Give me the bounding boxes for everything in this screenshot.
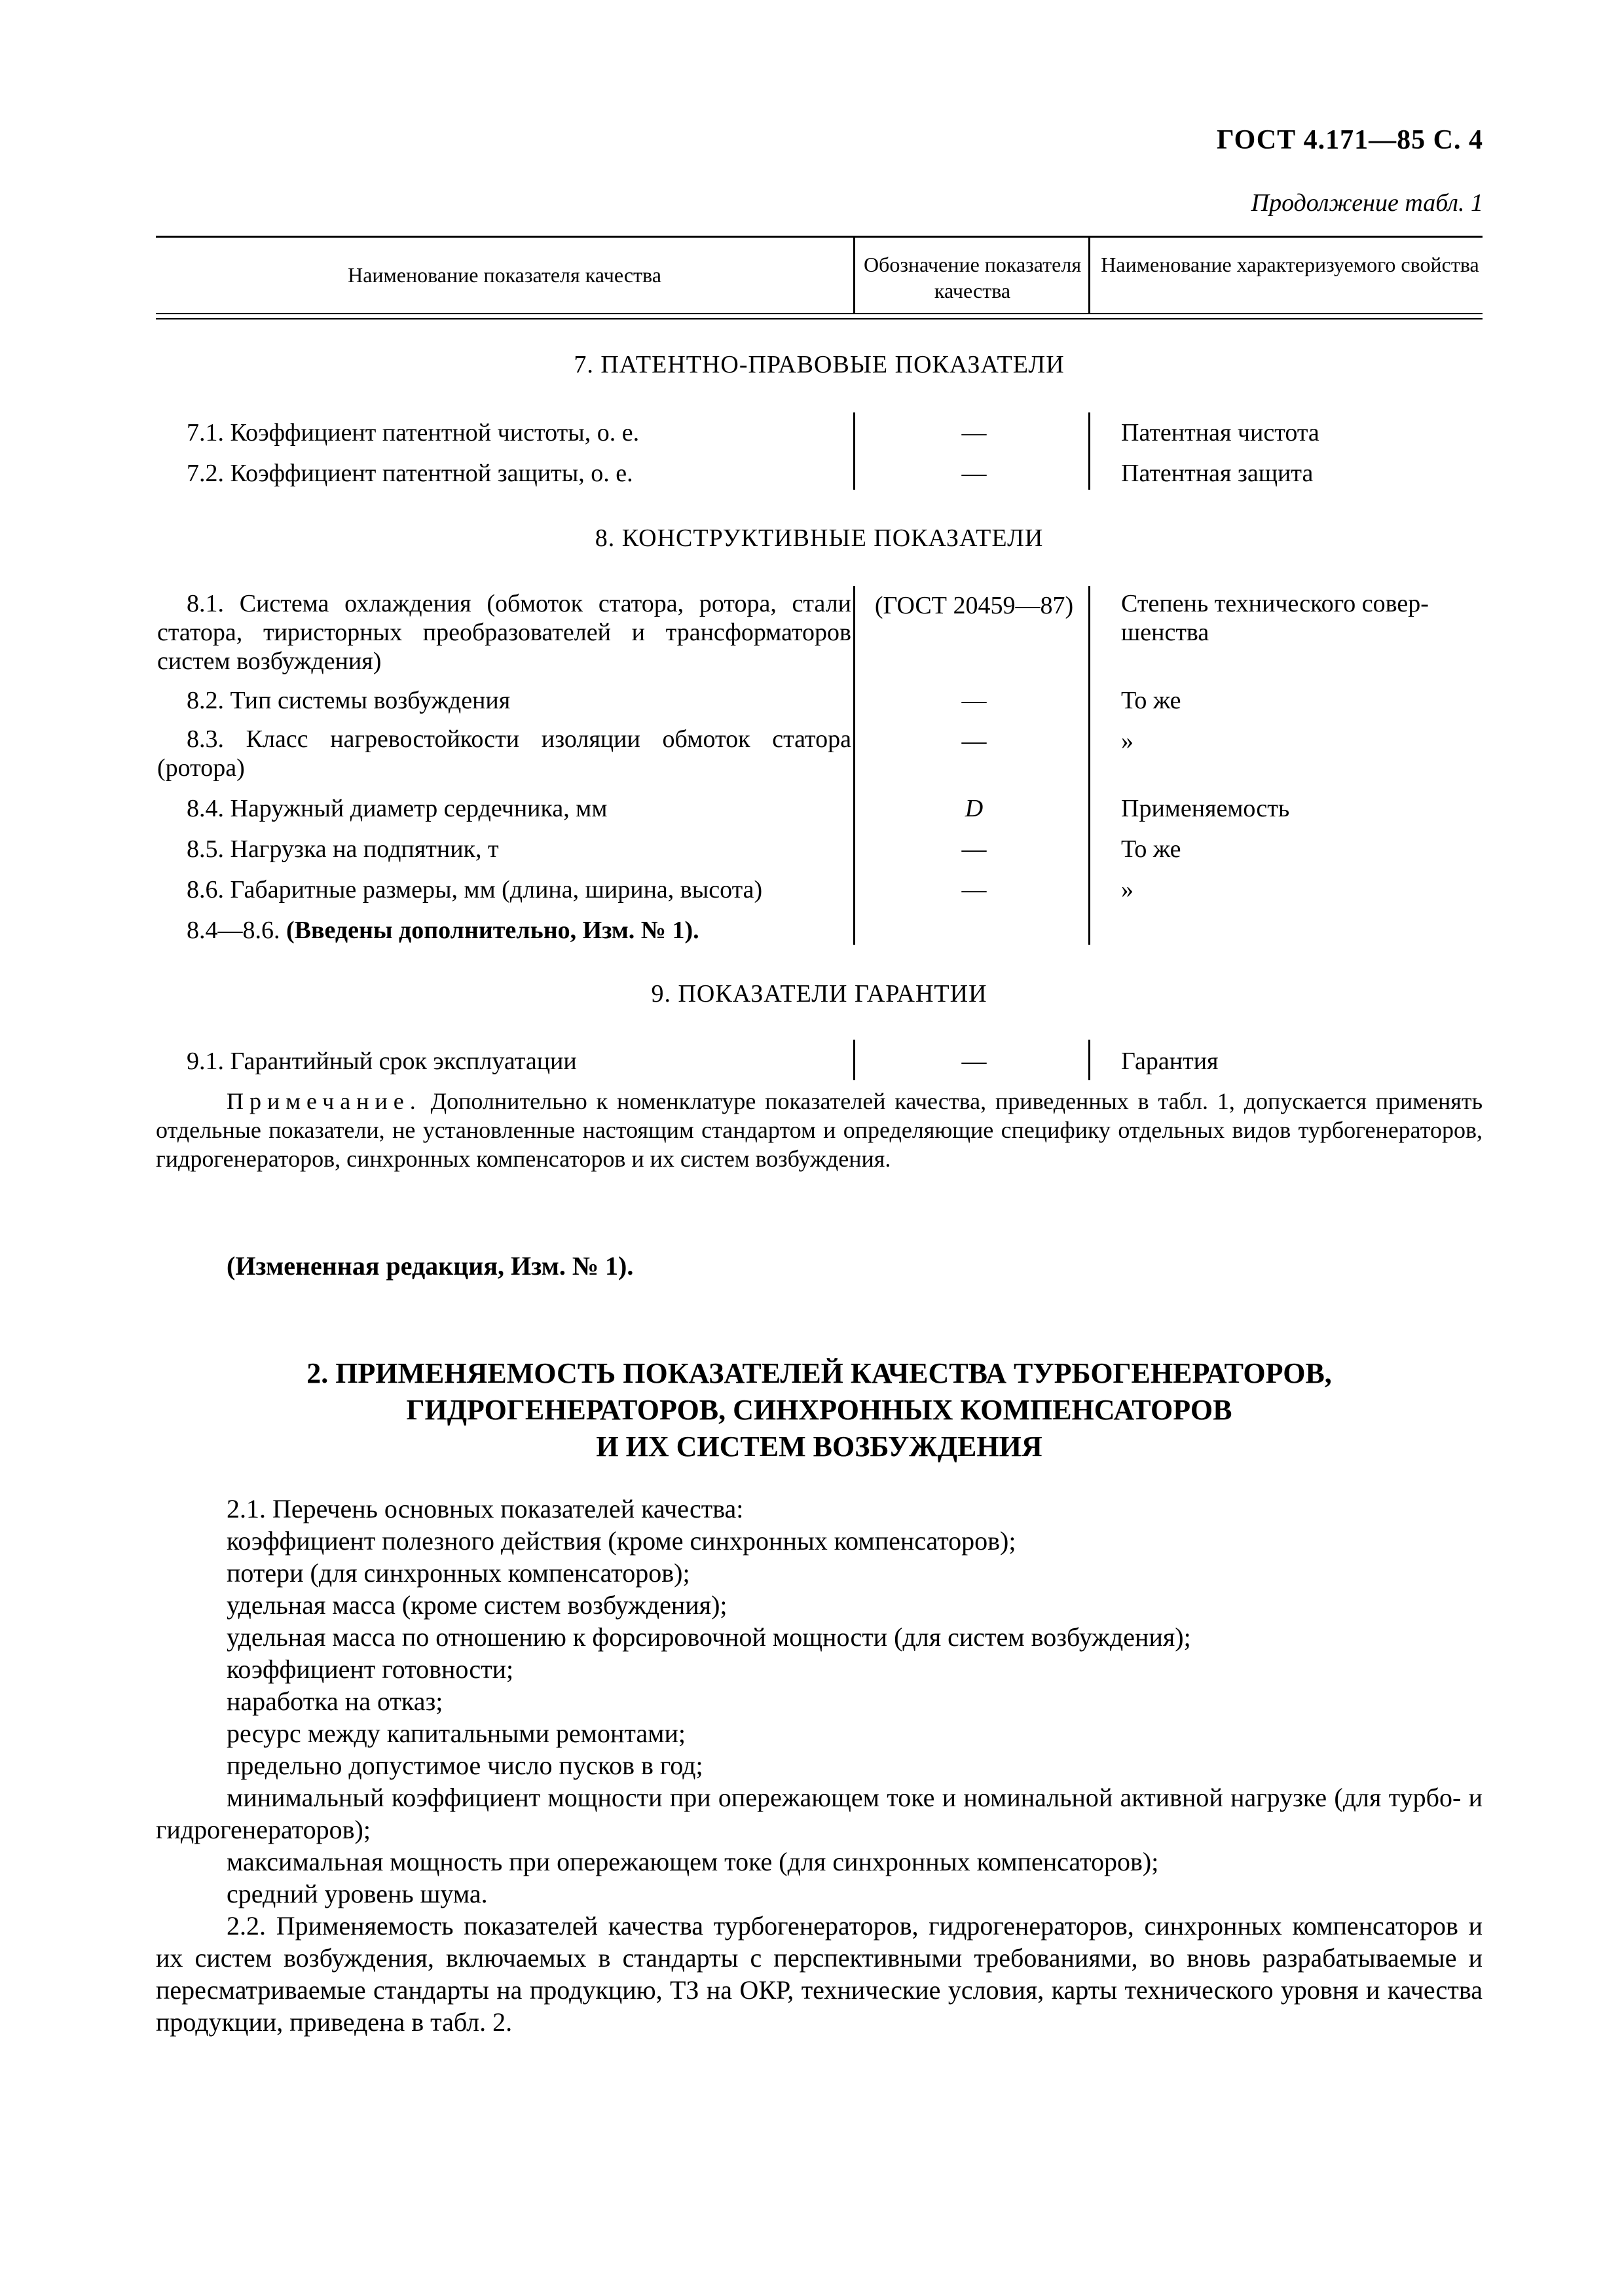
section-7-title: 7. ПАТЕНТНО-ПРАВОВЫЕ ПОКАЗАТЕЛИ [574, 351, 1065, 378]
paragraph: наработка на отказ; [227, 1686, 443, 1716]
paragraph: удельная масса (кроме систем возбуждения); [227, 1590, 728, 1620]
paragraph: коэффициент готовности; [227, 1654, 514, 1684]
row-8-2-designation: — [961, 687, 987, 714]
paragraph: 2.1. Перечень основных показателей качества: [227, 1494, 744, 1523]
header-divider-1 [853, 237, 855, 313]
table-top-rule [156, 236, 1483, 238]
row-7-1-name: 7.1. Коэффициент патентной чистоты, о. е. [187, 419, 640, 446]
row-8-6-property: » [1121, 876, 1134, 903]
row-7-1-designation: — [961, 419, 987, 446]
row-8-3-designation: — [961, 727, 987, 755]
note-text: Дополнительно к номенклатуре показателей качества, приведенных в табл. 1, допускается применять отдельные показатели, не установленные настоящим стандартом и определяющие специфику отдельных видов турбогенераторов, гидрогенераторов, синхронных компенсаторов и их систем возбуждения. [156, 1088, 1483, 1172]
paragraph: минимальный коэффициент мощности при опережающем токе и номинальной активной нагрузке (для турбо- и гидрогенераторов); [156, 1783, 1483, 1844]
row-8-4-property: Применяемость [1121, 795, 1290, 822]
section-9-divider-1 [853, 1040, 855, 1080]
row-8-6-name: 8.6. Габаритные размеры, мм (длина, ширина, высота) [187, 876, 763, 903]
table-note [156, 1087, 1483, 1173]
row-8-1-property: Степень технического совер-шенства [1121, 590, 1429, 646]
row-7-2-designation: — [961, 460, 987, 487]
paragraph: потери (для синхронных компенсаторов); [227, 1558, 690, 1588]
paragraph: максимальная мощность при опережающем токе (для синхронных компенсаторов); [227, 1847, 1159, 1876]
note-label: Примечание. [227, 1088, 422, 1114]
row-9-1-property: Гарантия [1121, 1048, 1219, 1075]
row-9-1-name: 9.1. Гарантийный срок эксплуатации [187, 1048, 577, 1075]
section-7-divider-1 [853, 412, 855, 490]
header-col-designation: Обозначение показателя качества [863, 253, 1082, 302]
row-7-2-property: Патентная защита [1121, 460, 1314, 487]
row-8-1-designation: (ГОСТ 20459—87) [874, 592, 1074, 619]
table-header-rule-1 [156, 313, 1483, 314]
header-col-name: Наименование показателя качества [348, 263, 661, 287]
paragraph: удельная масса по отношению к форсировочной мощности (для систем возбуждения); [227, 1622, 1191, 1652]
paragraph: предельно допустимое число пусков в год; [227, 1751, 703, 1780]
paragraph: 2.2. Применяемость показателей качества турбогенераторов, гидрогенераторов, синхронных компенсаторов и их систем возбуждения, включаемых в стандарты с перспективными требованиями, во вновь разрабатываемые и пересматриваемые стандарты на продукцию, ТЗ на ОКР, технические условия, карты технического уровня и качества продукции, приведена в табл. 2. [156, 1911, 1483, 2037]
section-2-body [156, 1493, 1483, 2038]
row-8-5-property: То же [1121, 835, 1181, 863]
section-8-divider-1 [853, 586, 855, 945]
row-8-2-property: То же [1121, 687, 1181, 714]
row-7-2-name: 7.2. Коэффициент патентной защиты, о. е. [187, 460, 633, 487]
header-col-property: Наименование характеризуемого свойства [1101, 253, 1479, 276]
page-header: ГОСТ 4.171—85 С. 4 [1216, 125, 1483, 155]
table-header-rule-2 [156, 318, 1483, 319]
header-divider-2 [1088, 237, 1090, 313]
row-8-3-property: » [1121, 727, 1134, 755]
table-continuation-label: Продолжение табл. 1 [1251, 189, 1483, 217]
row-7-1-property: Патентная чистота [1121, 419, 1319, 446]
paragraph: ресурс между капитальными ремонтами; [227, 1719, 686, 1748]
row-9-1-designation: — [961, 1048, 987, 1075]
section-9-title: 9. ПОКАЗАТЕЛИ ГАРАНТИИ [651, 980, 987, 1008]
row-8-5-designation: — [961, 835, 987, 863]
section-8-title: 8. КОНСТРУКТИВНЫЕ ПОКАЗАТЕЛИ [595, 524, 1044, 552]
paragraph: коэффициент полезного действия (кроме синхронных компенсаторов); [227, 1526, 1016, 1556]
row-8-4-designation: D [965, 795, 984, 822]
row-8-3-name: 8.3. Класс нагревостойкости изоляции обмоток статора (ротора) [157, 725, 851, 782]
amendment-note: (Измененная редакция, Изм. № 1). [227, 1251, 634, 1281]
paragraph: средний уровень шума. [227, 1879, 488, 1908]
row-8-6-designation: — [961, 876, 987, 903]
row-8-4-name: 8.4. Наружный диаметр сердечника, мм [187, 795, 608, 822]
row-8-2-name: 8.2. Тип системы возбуждения [187, 687, 511, 714]
row-8-1-name: 8.1. Система охлаждения (обмоток статора, ротора, стали статора, тиристорных преобразователей и трансформаторов систем возбуждения) [157, 590, 851, 675]
row-8-amendment: 8.4—8.6. (Введены дополнительно, Изм. № 1). [187, 917, 699, 944]
row-8-5-name: 8.5. Нагрузка на подпятник, т [187, 835, 499, 863]
section-2-title: 2. ПРИМЕНЯЕМОСТЬ ПОКАЗАТЕЛЕЙ КАЧЕСТВА ТУРБОГЕНЕРАТОРОВ, ГИДРОГЕНЕРАТОРОВ, СИНХРОННЫХ КОМПЕНСАТОРОВ И ИХ СИСТЕМ ВОЗБУЖДЕНИЯ [306, 1357, 1332, 1463]
